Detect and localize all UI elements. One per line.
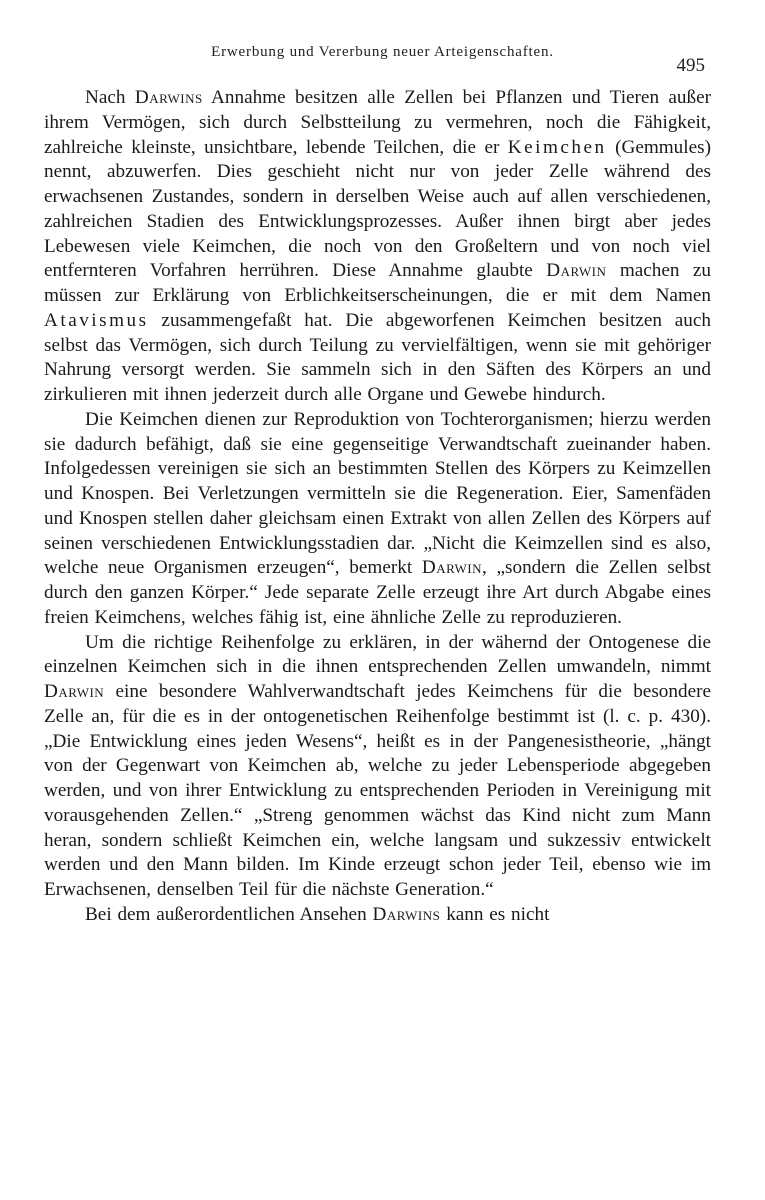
paragraph-4 — [44, 903, 711, 928]
text-run: eine besondere Wahlverwandtschaft jedes Keimchens für die besondere Zelle an, für die es in der ontogenetischen Reihenfolge bestimmt ist (l. c. p. 430). „Die Entwicklung eines jeden Wesens“, heißt es in der Pangenesistheorie, „hängt von der Gegenwart von Keimchen ab, welche zu jeder Lebensperiode abgegeben werden, und von ihrer Entwicklung zu entsprechenden Perioden in Vereinigung mit vorausgehenden Zellen.“ „Streng genommen wächst das Kind nicht zum Mann heran, sondern schließt Keimchen ein, welche langsam und sukzessiv entwickelt werden und den Mann bilden. Im Kinde erzeugt schon jeder Teil, ebenso wie im Erwachsenen, denselben Teil für die nächste Generation.“ — [44, 681, 711, 900]
paragraph-3 — [44, 631, 711, 903]
text-run: , „sondern die Zellen selbst durch den ganzen Körper.“ Jede separate Zelle erzeugt ihre Art durch Abgabe eines freien Keimchens, welches fähig ist, eine ähnliche Zelle zu reproduzieren. — [44, 557, 711, 628]
body-text — [44, 86, 711, 928]
small-caps-name: Darwins — [372, 903, 441, 925]
spaced-term: Atavismus — [44, 309, 149, 331]
text-run: Um die richtige Reihenfolge zu erklären, in der wähernd der Ontogenese die einzelnen Keimchen sich in die ihnen entsprechenden Zellen umwandeln, nimmt — [44, 631, 711, 678]
text-run: Bei dem außerordentlichen Ansehen — [85, 903, 373, 925]
small-caps-name: Darwin — [546, 260, 607, 282]
text-run: Nach — [85, 87, 135, 108]
text-run: machen zu müssen zur Erklärung von Erblichkeitserscheinungen, die er mit dem Namen — [44, 260, 711, 306]
paragraph-2 — [44, 408, 711, 631]
small-caps-name: Darwins — [134, 87, 203, 108]
paragraph-1 — [44, 86, 711, 408]
text-run: Annahme besitzen alle Zellen bei Pflanzen und Tieren außer ihrem Vermögen, sich durch Selbstteilung zu vermehren, noch die Fähigkeit, zahlreiche kleinste, unsichtbare, lebende Teilchen, die er — [44, 87, 711, 158]
text-run: kann es nicht — [440, 903, 550, 925]
spaced-term: Keimchen — [507, 136, 607, 158]
page-number: 495 — [676, 55, 705, 76]
text-run: zusammengefaßt hat. Die abgeworfenen Keimchen besitzen auch selbst das Vermögen, sich durch Teilung zu vervielfältigen, wenn sie mit gehöriger Nahrung versorgt werden. Sie sammeln sich in den Säften des Körpers an und zirkulieren mit ihnen jederzeit durch alle Organe und Gewebe hindurch. — [44, 309, 711, 405]
text-run: Die Keimchen dienen zur Reproduktion von Tochterorganismen; hierzu werden sie dadurch befähigt, daß sie eine gegenseitige Verwandtschaft zueinander haben. Infolgedessen vereinigen sie sich an bestimmten Stellen des Körpers zu Keimzellen und Knospen. Bei Verletzungen vermitteln sie die Regeneration. Eier, Samenfäden und Knospen stellen daher gleichsam einen Extrakt von allen Zellen des Körpers auf seinen verschiedenen Entwicklungsstadien dar. „Nicht die Keimzellen sind es also, welche neue Organismen erzeugen“, bemerkt — [44, 408, 711, 579]
small-caps-name: Darwin — [44, 681, 105, 702]
running-head: Erwerbung und Vererbung neuer Arteigenschaften. — [211, 44, 554, 60]
text-run: (Gemmules) nennt, abzuwerfen. Dies geschieht nicht nur von jeder Zelle während des erwachsenen Zustandes, sondern in derselben Weise auch auf allen verschiedenen, zahlreichen Stadien des Entwicklungsprozesses. Außer ihnen birgt aber jedes Lebewesen viele Keimchen, die noch von den Großeltern und von noch viel entfernteren Vorfahren herrühren. Diese Annahme glaubte — [44, 136, 711, 282]
small-caps-name: Darwin — [421, 557, 483, 579]
